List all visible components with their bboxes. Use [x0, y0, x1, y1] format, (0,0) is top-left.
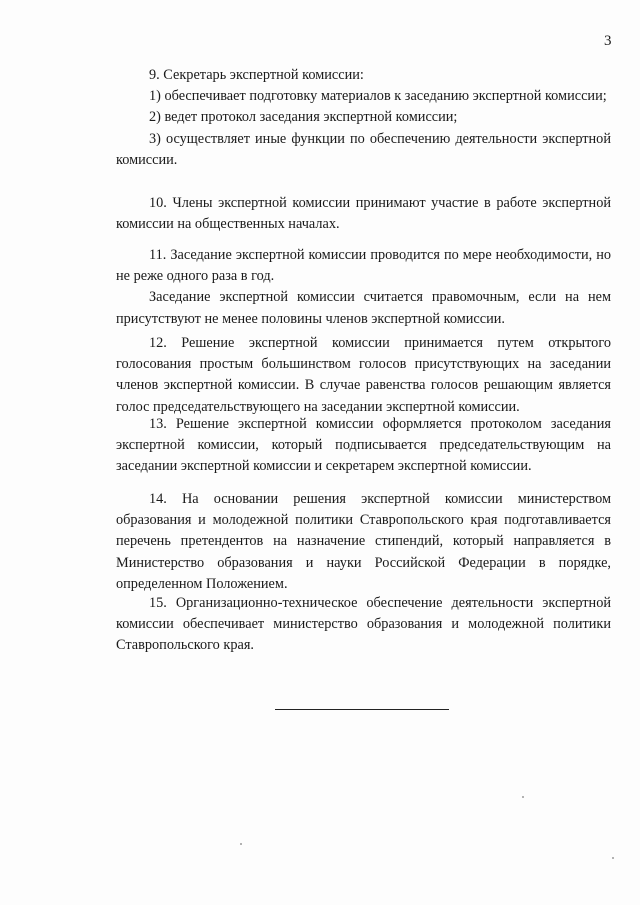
paragraph-line: 10. Члены экспертной комиссии принимают участие в работе экспертной комиссии на общественных началах.: [116, 195, 611, 233]
paragraph-line: Заседание экспертной комиссии считается правомочным, если на нем присутствуют не менее половины членов экспертной комиссии.: [116, 289, 611, 327]
paragraph-10: [116, 193, 611, 235]
page-number: 3: [604, 33, 612, 49]
paragraph-15: [116, 593, 611, 657]
scan-speck: [240, 843, 242, 845]
paragraph-14: [116, 489, 611, 595]
paragraph-9: [116, 65, 611, 171]
paragraph-13: [116, 414, 611, 478]
paragraph-line: 15. Организационно-техническое обеспечение деятельности экспертной комиссии обеспечивает министерство образования и молодежной политики Ставропольского края.: [116, 595, 611, 654]
paragraph-line: 12. Решение экспертной комиссии принимается путем открытого голосования простым большинством голосов присутствующих на заседании членов экспертной комиссии. В случае равенства голосов решающим является голос председательствующего на заседании экспертной комиссии.: [116, 335, 611, 415]
paragraph-line: 1) обеспечивает подготовку материалов к заседанию экспертной комиссии;: [149, 88, 607, 105]
paragraph-12: [116, 333, 611, 418]
paragraph-11: [116, 245, 611, 330]
paragraph-line: 2) ведет протокол заседания экспертной комиссии;: [149, 109, 458, 126]
scan-speck: [612, 857, 614, 859]
closing-rule: [275, 709, 449, 710]
paragraph-line: 3) осуществляет иные функции по обеспечению деятельности экспертной комиссии.: [116, 130, 611, 168]
paragraph-line: 9. Секретарь экспертной комиссии:: [149, 67, 364, 83]
paragraph-line: 13. Решение экспертной комиссии оформляется протоколом заседания экспертной комиссии, который подписывается председательствующим на заседании экспертной комиссии и секретарем экспертной комиссии.: [116, 416, 611, 475]
paragraph-line: 11. Заседание экспертной комиссии проводится по мере необходимости, но не реже одного раза в год.: [116, 247, 611, 285]
scan-speck: [522, 796, 524, 798]
paragraph-line: 14. На основании решения экспертной комиссии министерством образования и молодежной политики Ставропольского края подготавливается перечень претендентов на назначение стипендий, который направляется в Министерство образования и науки Российской Федерации в порядке, определенном Положением.: [116, 491, 611, 592]
